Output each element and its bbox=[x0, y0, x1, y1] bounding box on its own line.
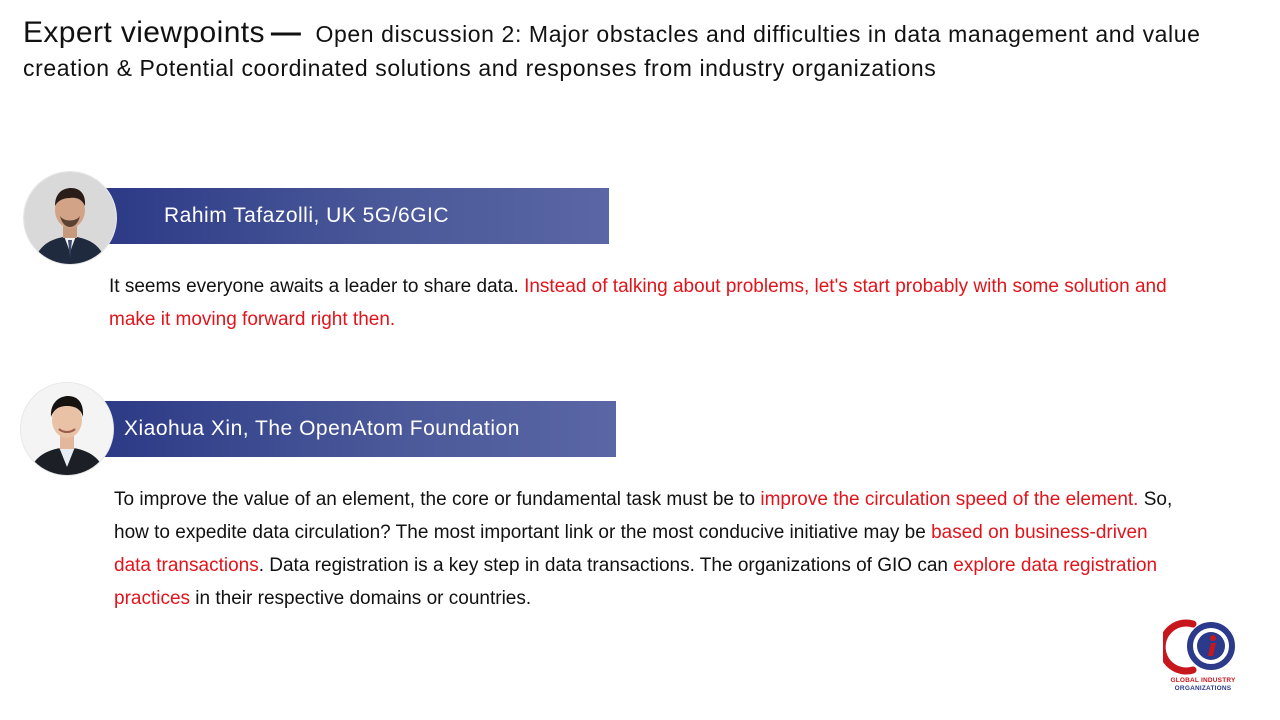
logo-text-line1: GLOBAL INDUSTRY bbox=[1170, 677, 1236, 684]
expert-banner-1 bbox=[104, 188, 609, 244]
logo-text-line2: ORGANIZATIONS bbox=[1174, 685, 1232, 692]
quote-text: To improve the value of an element, the core or fundamental task must be to bbox=[114, 489, 761, 510]
quote-text: in their respective domains or countries. bbox=[190, 588, 532, 609]
slide-title bbox=[23, 16, 1263, 85]
expert-name-2: Xiaohua Xin, The OpenAtom Foundation bbox=[124, 417, 520, 440]
quote-highlight: explore data registration practices bbox=[114, 555, 1158, 609]
gio-logo-icon bbox=[1163, 618, 1243, 676]
expert-quote-1 bbox=[109, 270, 1169, 336]
avatar-2 bbox=[21, 383, 113, 475]
quote-highlight: improve the circulation speed of the element. bbox=[760, 489, 1139, 510]
quote-highlight: Instead of talking about problems, let's start probably with some solution and make it moving forward right then. bbox=[109, 276, 1167, 330]
quote-highlight: based on business-driven data transactions bbox=[114, 522, 1148, 576]
person-portrait-icon bbox=[21, 383, 113, 475]
expert-quote-2 bbox=[114, 483, 1184, 615]
quote-text: It seems everyone awaits a leader to share data. bbox=[109, 276, 525, 297]
avatar-1 bbox=[24, 172, 116, 264]
expert-banner-2 bbox=[104, 401, 616, 457]
gio-logo bbox=[1163, 618, 1243, 694]
quote-text: So, how to expedite data circulation? The most important link or the most conducive initiative may be bbox=[114, 489, 1173, 543]
title-topic: Open discussion 2: Major obstacles and difficulties in data management and value creation & Potential coordinated solutions and responses from industry organizations bbox=[23, 21, 1201, 81]
quote-text: . Data registration is a key step in data transactions. The organizations of GIO can bbox=[258, 555, 954, 576]
title-lead: Expert viewpoints bbox=[23, 16, 265, 49]
expert-name-1: Rahim Tafazolli, UK 5G/6GIC bbox=[164, 204, 450, 227]
title-dash: — bbox=[270, 16, 302, 49]
person-portrait-icon bbox=[24, 172, 116, 264]
